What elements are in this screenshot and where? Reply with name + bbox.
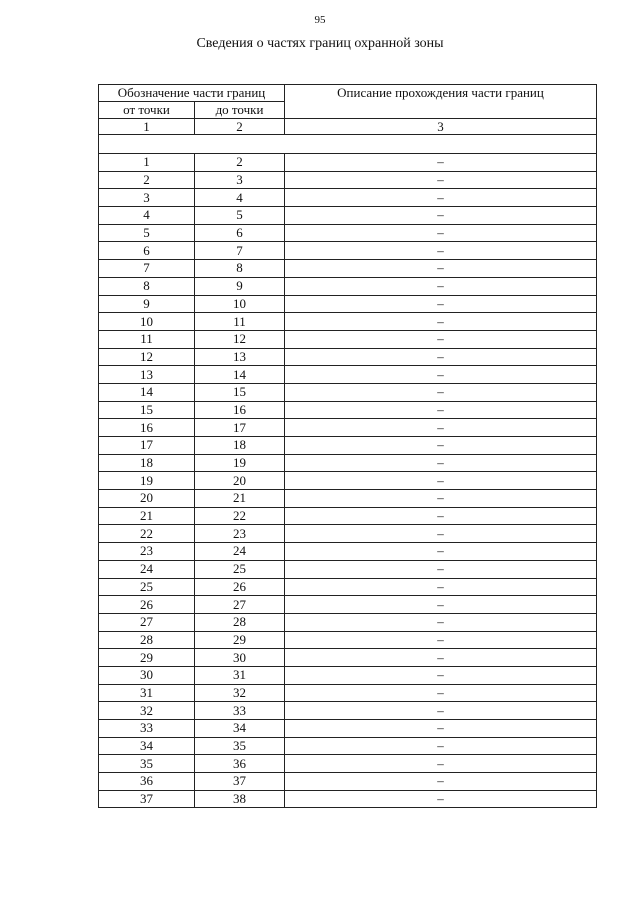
description-cell: – bbox=[285, 313, 597, 331]
header-boundary-description: Описание прохождения части границ bbox=[285, 85, 597, 119]
table-row bbox=[99, 737, 597, 755]
description-cell: – bbox=[285, 684, 597, 702]
description-cell: – bbox=[285, 348, 597, 366]
from-point-cell: 29 bbox=[99, 649, 195, 667]
table-row bbox=[99, 702, 597, 720]
table-row bbox=[99, 454, 597, 472]
from-point-cell: 37 bbox=[99, 790, 195, 808]
from-point-cell: 17 bbox=[99, 437, 195, 455]
description-cell: – bbox=[285, 543, 597, 561]
from-point-cell: 22 bbox=[99, 525, 195, 543]
from-point-cell: 12 bbox=[99, 348, 195, 366]
description-cell: – bbox=[285, 525, 597, 543]
column-number: 3 bbox=[285, 119, 597, 135]
header-from-point: от точки bbox=[99, 102, 195, 119]
description-cell: – bbox=[285, 720, 597, 738]
table-row bbox=[99, 437, 597, 455]
table-row bbox=[99, 560, 597, 578]
table-row bbox=[99, 277, 597, 295]
to-point-cell: 21 bbox=[195, 490, 285, 508]
description-cell: – bbox=[285, 649, 597, 667]
header-boundary-designation: Обозначение части границ bbox=[99, 85, 285, 102]
description-cell: – bbox=[285, 419, 597, 437]
to-point-cell: 16 bbox=[195, 401, 285, 419]
table-row bbox=[99, 207, 597, 225]
from-point-cell: 1 bbox=[99, 154, 195, 172]
description-cell: – bbox=[285, 737, 597, 755]
from-point-cell: 33 bbox=[99, 720, 195, 738]
to-point-cell: 34 bbox=[195, 720, 285, 738]
to-point-cell: 17 bbox=[195, 419, 285, 437]
description-cell: – bbox=[285, 755, 597, 773]
to-point-cell: 14 bbox=[195, 366, 285, 384]
to-point-cell: 2 bbox=[195, 154, 285, 172]
table-row bbox=[99, 224, 597, 242]
to-point-cell: 10 bbox=[195, 295, 285, 313]
from-point-cell: 35 bbox=[99, 755, 195, 773]
from-point-cell: 7 bbox=[99, 260, 195, 278]
from-point-cell: 16 bbox=[99, 419, 195, 437]
table-row bbox=[99, 684, 597, 702]
table-row bbox=[99, 383, 597, 401]
table-row bbox=[99, 649, 597, 667]
description-cell: – bbox=[285, 560, 597, 578]
column-number: 2 bbox=[195, 119, 285, 135]
description-cell: – bbox=[285, 490, 597, 508]
from-point-cell: 25 bbox=[99, 578, 195, 596]
description-cell: – bbox=[285, 437, 597, 455]
from-point-cell: 9 bbox=[99, 295, 195, 313]
boundary-parts-table bbox=[98, 84, 597, 808]
to-point-cell: 28 bbox=[195, 613, 285, 631]
from-point-cell: 26 bbox=[99, 596, 195, 614]
table-row bbox=[99, 154, 597, 172]
from-point-cell: 15 bbox=[99, 401, 195, 419]
from-point-cell: 3 bbox=[99, 189, 195, 207]
to-point-cell: 23 bbox=[195, 525, 285, 543]
from-point-cell: 28 bbox=[99, 631, 195, 649]
page-title: Сведения о частях границ охранной зоны bbox=[196, 36, 444, 51]
description-cell: – bbox=[285, 224, 597, 242]
table-row bbox=[99, 631, 597, 649]
to-point-cell: 29 bbox=[195, 631, 285, 649]
from-point-cell: 6 bbox=[99, 242, 195, 260]
description-cell: – bbox=[285, 631, 597, 649]
table-row bbox=[99, 366, 597, 384]
from-point-cell: 8 bbox=[99, 277, 195, 295]
table-row bbox=[99, 330, 597, 348]
table-row bbox=[99, 507, 597, 525]
to-point-cell: 31 bbox=[195, 666, 285, 684]
from-point-cell: 10 bbox=[99, 313, 195, 331]
description-cell: – bbox=[285, 613, 597, 631]
table-row bbox=[99, 755, 597, 773]
from-point-cell: 14 bbox=[99, 383, 195, 401]
description-cell: – bbox=[285, 454, 597, 472]
to-point-cell: 20 bbox=[195, 472, 285, 490]
from-point-cell: 31 bbox=[99, 684, 195, 702]
to-point-cell: 24 bbox=[195, 543, 285, 561]
from-point-cell: 32 bbox=[99, 702, 195, 720]
from-point-cell: 11 bbox=[99, 330, 195, 348]
to-point-cell: 11 bbox=[195, 313, 285, 331]
table-row bbox=[99, 171, 597, 189]
description-cell: – bbox=[285, 295, 597, 313]
table-row bbox=[99, 348, 597, 366]
page-number: 95 bbox=[314, 14, 326, 26]
section-separator-row bbox=[99, 135, 597, 154]
table-row bbox=[99, 401, 597, 419]
table-row bbox=[99, 472, 597, 490]
table-row bbox=[99, 790, 597, 808]
to-point-cell: 26 bbox=[195, 578, 285, 596]
to-point-cell: 27 bbox=[195, 596, 285, 614]
from-point-cell: 21 bbox=[99, 507, 195, 525]
description-cell: – bbox=[285, 154, 597, 172]
from-point-cell: 27 bbox=[99, 613, 195, 631]
table-row bbox=[99, 578, 597, 596]
to-point-cell: 37 bbox=[195, 773, 285, 791]
to-point-cell: 35 bbox=[195, 737, 285, 755]
from-point-cell: 5 bbox=[99, 224, 195, 242]
table-row bbox=[99, 613, 597, 631]
description-cell: – bbox=[285, 260, 597, 278]
table-row bbox=[99, 543, 597, 561]
description-cell: – bbox=[285, 702, 597, 720]
description-cell: – bbox=[285, 578, 597, 596]
to-point-cell: 15 bbox=[195, 383, 285, 401]
from-point-cell: 2 bbox=[99, 171, 195, 189]
from-point-cell: 4 bbox=[99, 207, 195, 225]
from-point-cell: 30 bbox=[99, 666, 195, 684]
from-point-cell: 19 bbox=[99, 472, 195, 490]
to-point-cell: 19 bbox=[195, 454, 285, 472]
to-point-cell: 33 bbox=[195, 702, 285, 720]
table-row bbox=[99, 773, 597, 791]
to-point-cell: 38 bbox=[195, 790, 285, 808]
column-number: 1 bbox=[99, 119, 195, 135]
description-cell: – bbox=[285, 507, 597, 525]
description-cell: – bbox=[285, 596, 597, 614]
from-point-cell: 23 bbox=[99, 543, 195, 561]
to-point-cell: 8 bbox=[195, 260, 285, 278]
table-row bbox=[99, 720, 597, 738]
table-row bbox=[99, 242, 597, 260]
description-cell: – bbox=[285, 171, 597, 189]
from-point-cell: 18 bbox=[99, 454, 195, 472]
table-row bbox=[99, 525, 597, 543]
from-point-cell: 13 bbox=[99, 366, 195, 384]
to-point-cell: 4 bbox=[195, 189, 285, 207]
to-point-cell: 22 bbox=[195, 507, 285, 525]
from-point-cell: 36 bbox=[99, 773, 195, 791]
description-cell: – bbox=[285, 472, 597, 490]
description-cell: – bbox=[285, 207, 597, 225]
header-to-point: до точки bbox=[195, 102, 285, 119]
description-cell: – bbox=[285, 366, 597, 384]
to-point-cell: 3 bbox=[195, 171, 285, 189]
description-cell: – bbox=[285, 277, 597, 295]
to-point-cell: 36 bbox=[195, 755, 285, 773]
description-cell: – bbox=[285, 330, 597, 348]
description-cell: – bbox=[285, 790, 597, 808]
from-point-cell: 24 bbox=[99, 560, 195, 578]
table-row bbox=[99, 313, 597, 331]
table-row bbox=[99, 260, 597, 278]
table-row bbox=[99, 666, 597, 684]
to-point-cell: 12 bbox=[195, 330, 285, 348]
to-point-cell: 7 bbox=[195, 242, 285, 260]
description-cell: – bbox=[285, 401, 597, 419]
to-point-cell: 18 bbox=[195, 437, 285, 455]
table-row bbox=[99, 295, 597, 313]
description-cell: – bbox=[285, 773, 597, 791]
description-cell: – bbox=[285, 242, 597, 260]
to-point-cell: 32 bbox=[195, 684, 285, 702]
description-cell: – bbox=[285, 189, 597, 207]
table-row bbox=[99, 490, 597, 508]
to-point-cell: 5 bbox=[195, 207, 285, 225]
to-point-cell: 25 bbox=[195, 560, 285, 578]
from-point-cell: 20 bbox=[99, 490, 195, 508]
table-row bbox=[99, 189, 597, 207]
description-cell: – bbox=[285, 666, 597, 684]
table-body bbox=[99, 154, 597, 808]
table-row bbox=[99, 419, 597, 437]
to-point-cell: 6 bbox=[195, 224, 285, 242]
description-cell: – bbox=[285, 383, 597, 401]
to-point-cell: 9 bbox=[195, 277, 285, 295]
table-row bbox=[99, 596, 597, 614]
from-point-cell: 34 bbox=[99, 737, 195, 755]
to-point-cell: 13 bbox=[195, 348, 285, 366]
to-point-cell: 30 bbox=[195, 649, 285, 667]
